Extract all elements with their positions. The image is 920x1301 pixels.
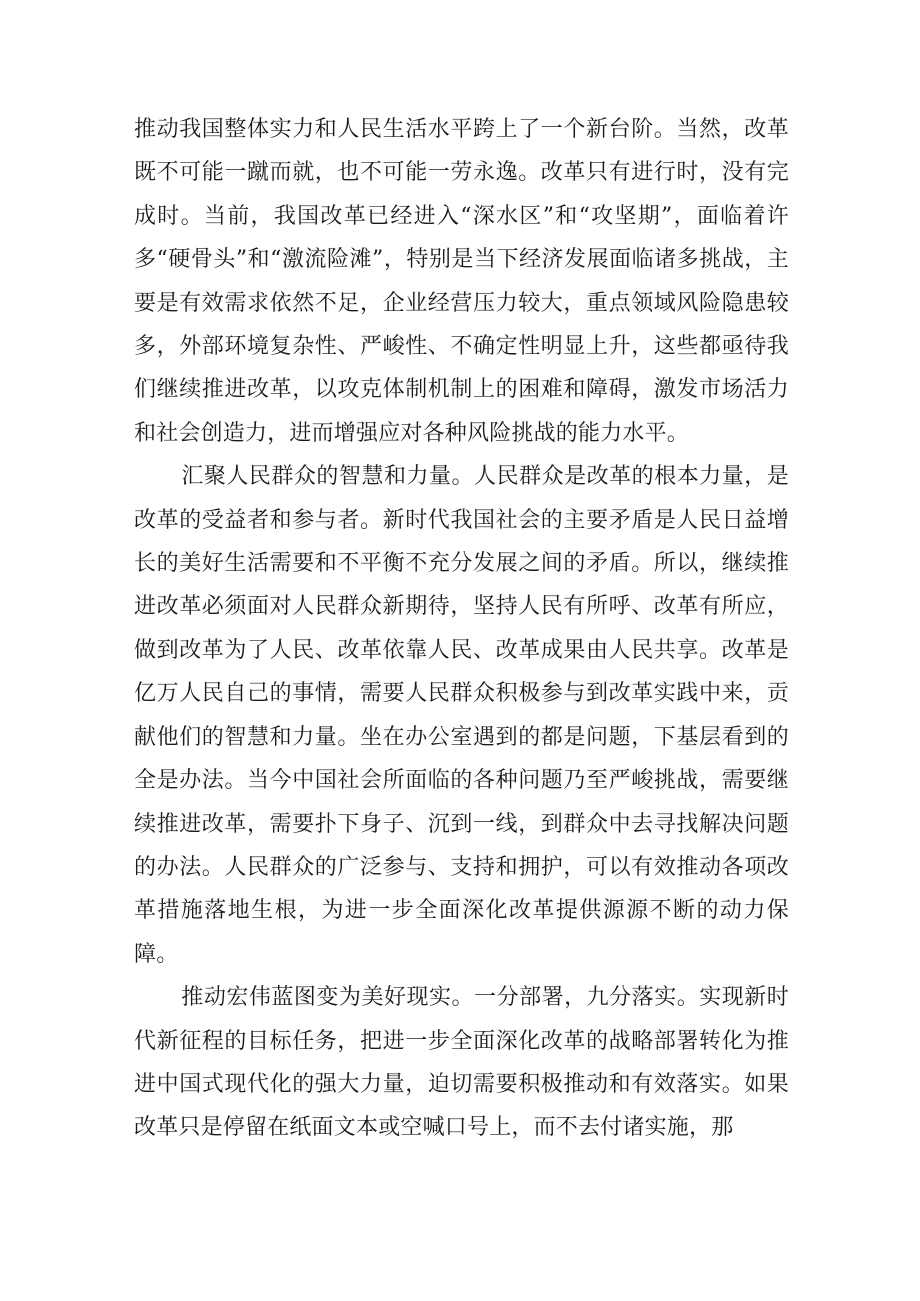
paragraph-blueprint-reality: 推动宏伟蓝图变为美好现实。一分部署，九分落实。实现新时代新征程的目标任务，把进一步全面深化改革的战略部署转化为推进中国式现代化的强大力量，迫切需要积极推动和有效落实。如果改革只是停留在纸面文本或空喊口号上，而不去付诸实施，那 xyxy=(134,985,789,1141)
paragraph-people-wisdom: 汇聚人民群众的智慧和力量。人民群众是改革的根本力量，是改革的受益者和参与者。新时代我国社会的主要矛盾是人民日益增长的美好生活需要和不平衡不充分发展之间的矛盾。所以，继续推进改革必须面对人民群众新期待，坚持人民有所呼、改革有所应，做到改革为了人民、改革依靠人民、改革成果由人民共享。改革是亿万人民自己的事情，需要人民群众积极参与到改革实践中来，贡献他们的智慧和力量。坐在办公室遇到的都是问题，下基层看到的全是办法。当今中国社会所面临的各种问题乃至严峻挑战，需要继续推进改革，需要扑下身子、沉到一线，到群众中去寻找解决问题的办法。人民群众的广泛参与、支持和拥护，可以有效推动各项改革措施落地生根，为进一步全面深化改革提供源源不断的动力保障。 xyxy=(134,464,789,967)
paragraph-continuation: 推动我国整体实力和人民生活水平跨上了一个新台阶。当然，改革既不可能一蹴而就，也不可能一劳永逸。改革只有进行时，没有完成时。当前，我国改革已经进入“深水区”和“攻坚期”，面临着许多“硬骨头”和“激流险滩”，特别是当下经济发展面临诸多挑战，主要是有效需求依然不足，企业经营压力较大，重点领域风险隐患较多，外部环境复杂性、严峻性、不确定性明显上升，这些都亟待我们继续推进改革，以攻克体制机制上的困难和障碍，激发市场活力和社会创造力，进而增强应对各种风险挑战的能力水平。 xyxy=(134,117,789,446)
